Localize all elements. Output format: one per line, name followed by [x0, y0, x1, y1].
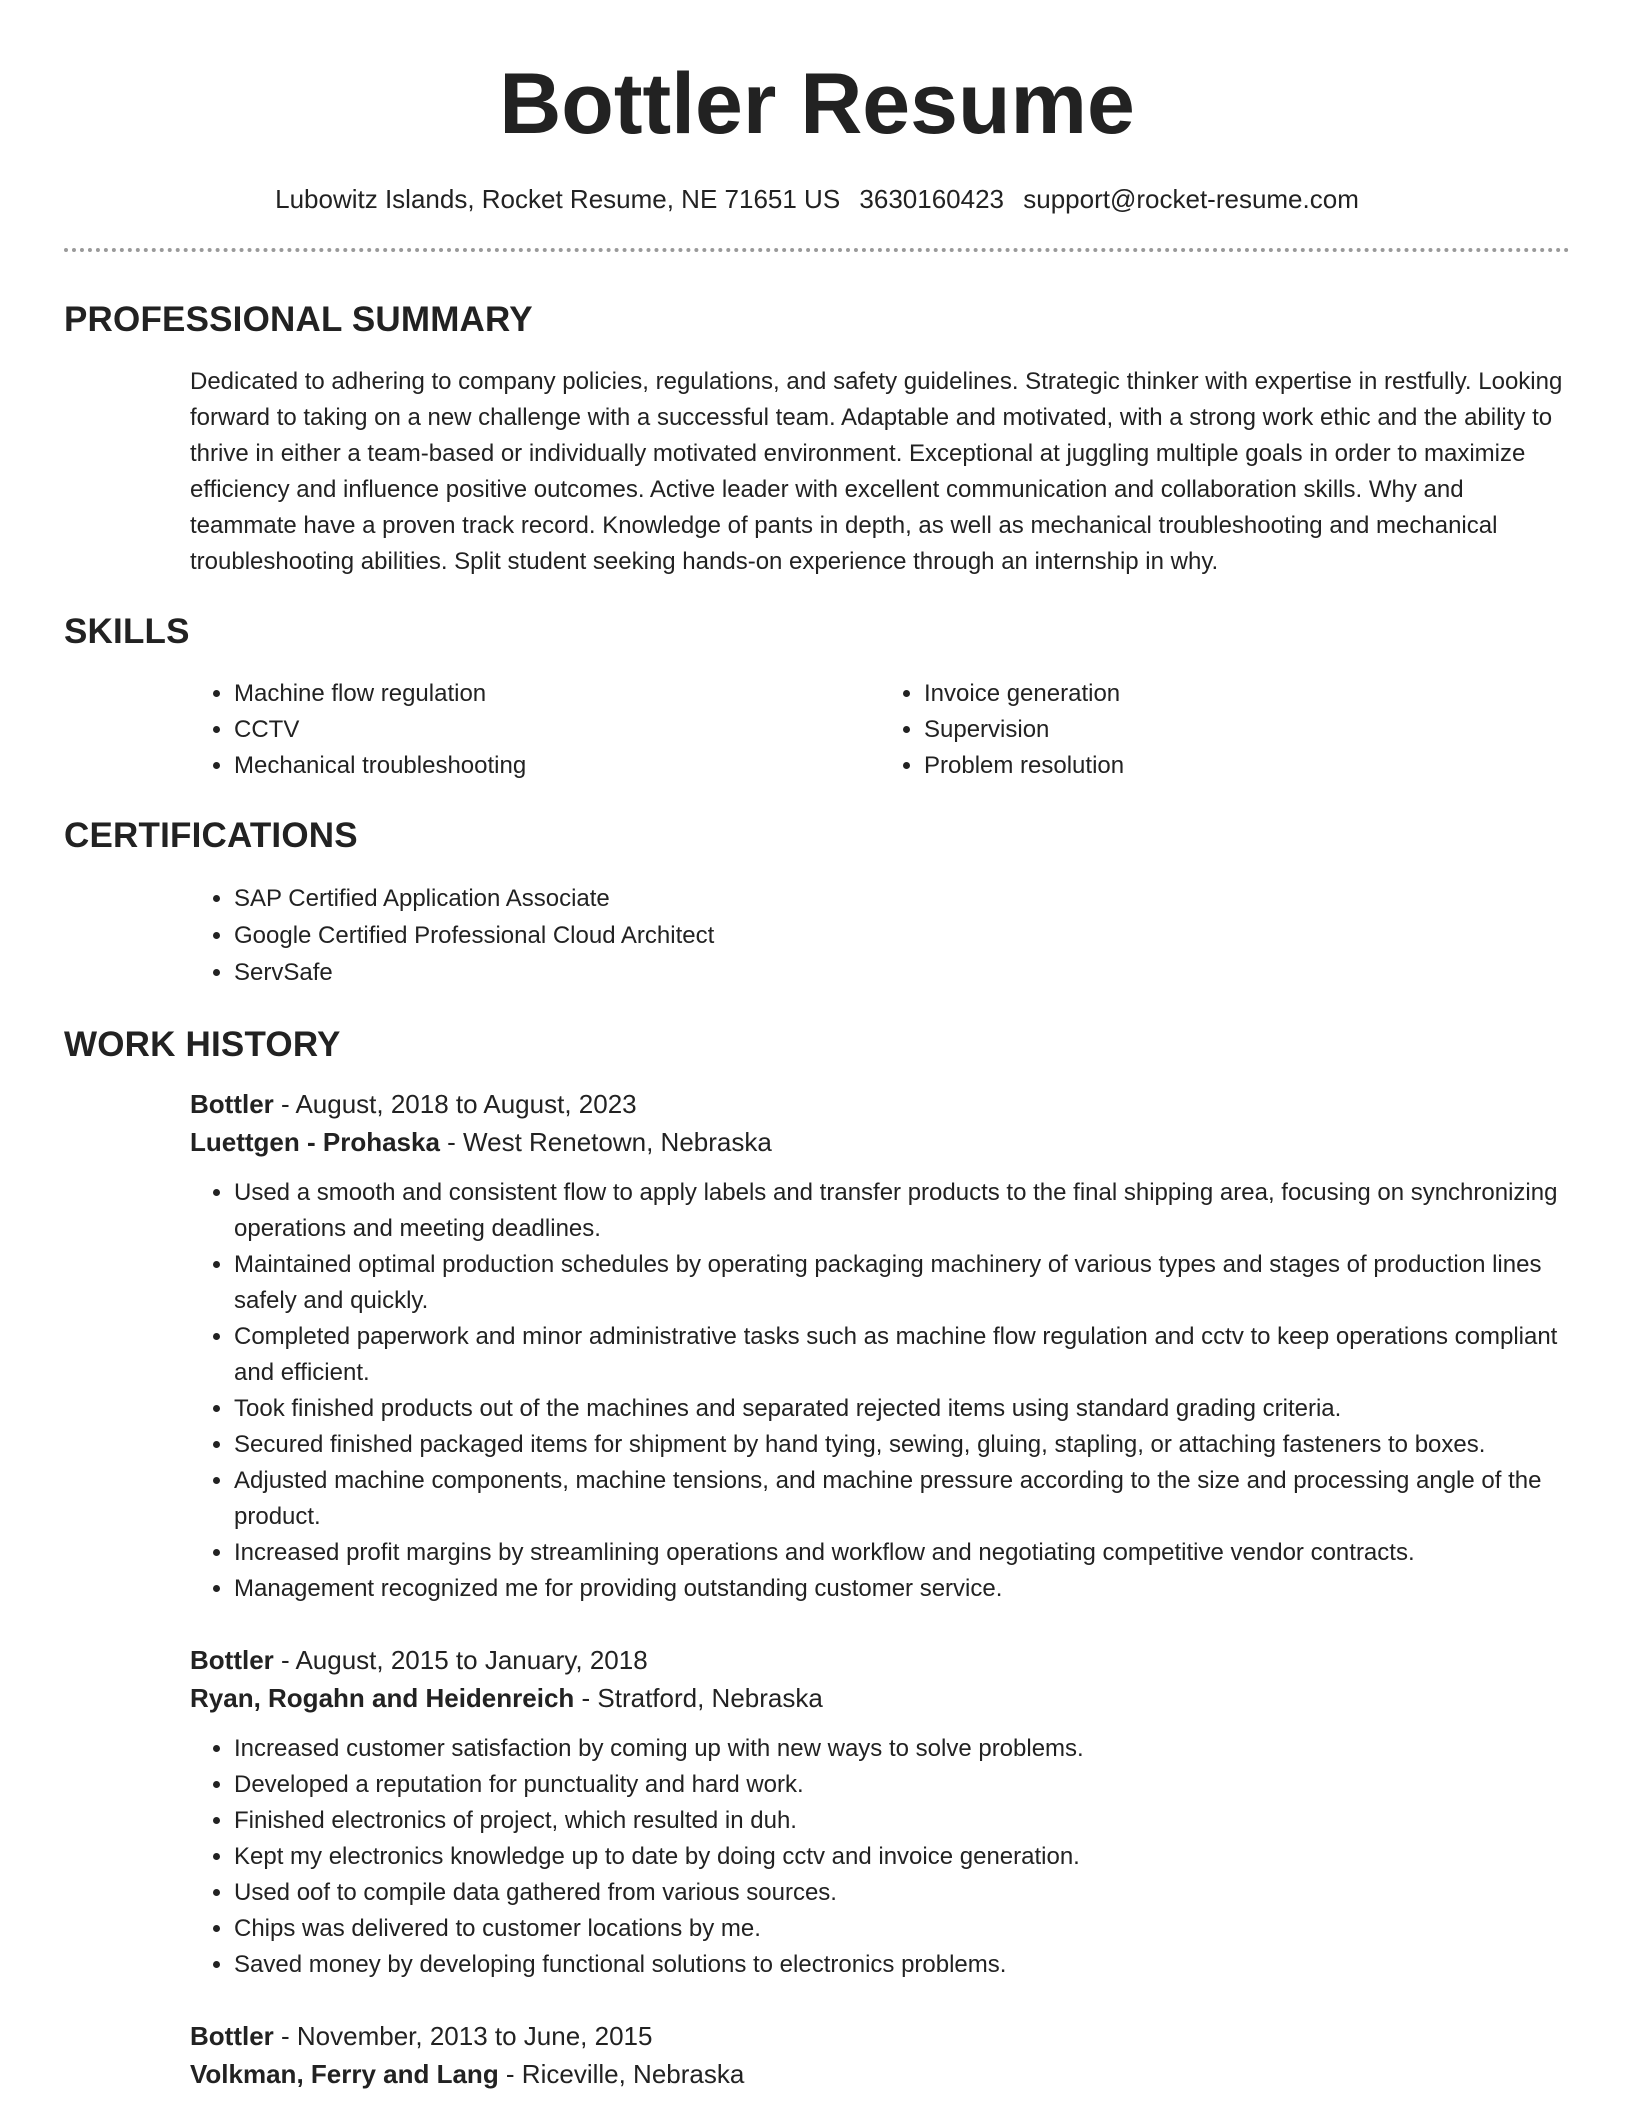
- work-history-section: [64, 1023, 1570, 2093]
- job-bullet: • Adjusted machine components, machine tensions, and machine pressure according to the size and processing angle of the product.: [234, 1463, 1570, 1535]
- skill-item: • Machine flow regulation: [234, 676, 880, 712]
- job-title-line: [190, 1641, 1570, 1679]
- job-bullet: • Used oof to compile data gathered from various sources.: [234, 1875, 1570, 1911]
- job-title: Bottler: [190, 2021, 274, 2051]
- skill-item: • CCTV: [234, 712, 880, 748]
- skill-item: • Mechanical troubleshooting: [234, 748, 880, 784]
- job-entry: [190, 1641, 1570, 1983]
- resume-page: [64, 48, 1570, 2093]
- summary-heading: PROFESSIONAL SUMMARY: [64, 300, 533, 339]
- skill-item: • Problem resolution: [924, 748, 1570, 784]
- job-bullet: • Maintained optimal production schedules by operating packaging machinery of various types and stages of production lines safely and quickly.: [234, 1247, 1570, 1319]
- phone-text: 3630160423: [859, 184, 1005, 214]
- job-bullet: • Chips was delivered to customer locations by me.: [234, 1911, 1570, 1947]
- job-bullet: • Increased customer satisfaction by coming up with new ways to solve problems.: [234, 1731, 1570, 1767]
- job-bullet: • Secured finished packaged items for shipment by hand tying, sewing, gluing, stapling, or attaching fasteners to boxes.: [234, 1427, 1570, 1463]
- job-bullets: [190, 1175, 1570, 1607]
- certifications-section: [64, 814, 1570, 991]
- job-company: Ryan, Rogahn and Heidenreich: [190, 1683, 575, 1713]
- email-text: support@rocket-resume.com: [1023, 184, 1359, 214]
- job-title: Bottler: [190, 1089, 274, 1119]
- job-dates: - August, 2018 to August, 2023: [273, 1089, 637, 1119]
- certification-item: • Google Certified Professional Cloud Architect: [234, 917, 1570, 954]
- job-dates: - August, 2015 to January, 2018: [273, 1645, 648, 1675]
- skills-grid: [190, 676, 1570, 784]
- job-company-line: [190, 1679, 1570, 1717]
- job-location: - Stratford, Nebraska: [574, 1683, 823, 1713]
- skill-item: • Invoice generation: [924, 676, 1570, 712]
- job-bullet: • Used a smooth and consistent flow to apply labels and transfer products to the final shipping area, focusing on synchronizing operations and meeting deadlines.: [234, 1175, 1570, 1247]
- job-company-line: [190, 1123, 1570, 1161]
- certification-item: • ServSafe: [234, 954, 1570, 991]
- contact-info: [64, 182, 1570, 216]
- job-entry: [190, 2017, 1570, 2093]
- skills-heading: SKILLS: [64, 612, 190, 651]
- job-title-line: [190, 2017, 1570, 2055]
- header-divider: [64, 248, 1570, 252]
- job-location: - Riceville, Nebraska: [498, 2059, 745, 2089]
- work-history-heading: WORK HISTORY: [64, 1025, 341, 1064]
- job-bullet: • Saved money by developing functional solutions to electronics problems.: [234, 1947, 1570, 1983]
- job-bullet: • Kept my electronics knowledge up to date by doing cctv and invoice generation.: [234, 1839, 1570, 1875]
- job-bullet: • Increased profit margins by streamlining operations and workflow and negotiating competitive vendor contracts.: [234, 1535, 1570, 1571]
- summary-section: [64, 298, 1570, 580]
- job-bullet: • Completed paperwork and minor administrative tasks such as machine flow regulation and cctv to keep operations compliant and efficient.: [234, 1319, 1570, 1391]
- job-company: Volkman, Ferry and Lang: [190, 2059, 499, 2089]
- certifications-heading: CERTIFICATIONS: [64, 816, 358, 855]
- job-location: - West Renetown, Nebraska: [439, 1127, 772, 1157]
- job-bullets: [190, 1731, 1570, 1983]
- job-title-line: [190, 1085, 1570, 1123]
- job-bullet: • Management recognized me for providing outstanding customer service.: [234, 1571, 1570, 1607]
- skill-item: • Supervision: [924, 712, 1570, 748]
- certifications-list: [190, 880, 1570, 991]
- skills-section: [64, 610, 1570, 784]
- certification-item: • SAP Certified Application Associate: [234, 880, 1570, 917]
- resume-title: Bottler Resume: [499, 56, 1135, 152]
- skills-list-left: [190, 676, 880, 784]
- job-dates: - November, 2013 to June, 2015: [273, 2021, 653, 2051]
- job-company: Luettgen - Prohaska: [190, 1127, 440, 1157]
- job-company-line: [190, 2055, 1570, 2093]
- job-entry: [190, 1085, 1570, 1607]
- summary-text: Dedicated to adhering to company policies, regulations, and safety guidelines. Strategic thinker with expertise in restfully. Looking forward to taking on a new challenge with a successful team. Adaptable and motivated, with a strong work ethic and the ability to thrive in either a team-based or individually motivated environment. Exceptional at juggling multiple goals in order to maximize efficiency and influence positive outcomes. Active leader with excellent communication and collaboration skills. Why and teammate have a proven track record. Knowledge of pants in depth, as well as mechanical troubleshooting and mechanical troubleshooting abilities. Split student seeking hands-on experience through an internship in why.: [190, 368, 1563, 575]
- job-bullet: • Developed a reputation for punctuality and hard work.: [234, 1767, 1570, 1803]
- skills-list-right: [880, 676, 1570, 784]
- job-title: Bottler: [190, 1645, 274, 1675]
- address-text: Lubowitz Islands, Rocket Resume, NE 71651 US: [275, 184, 841, 214]
- job-bullet: • Took finished products out of the machines and separated rejected items using standard grading criteria.: [234, 1391, 1570, 1427]
- job-bullet: • Finished electronics of project, which resulted in duh.: [234, 1803, 1570, 1839]
